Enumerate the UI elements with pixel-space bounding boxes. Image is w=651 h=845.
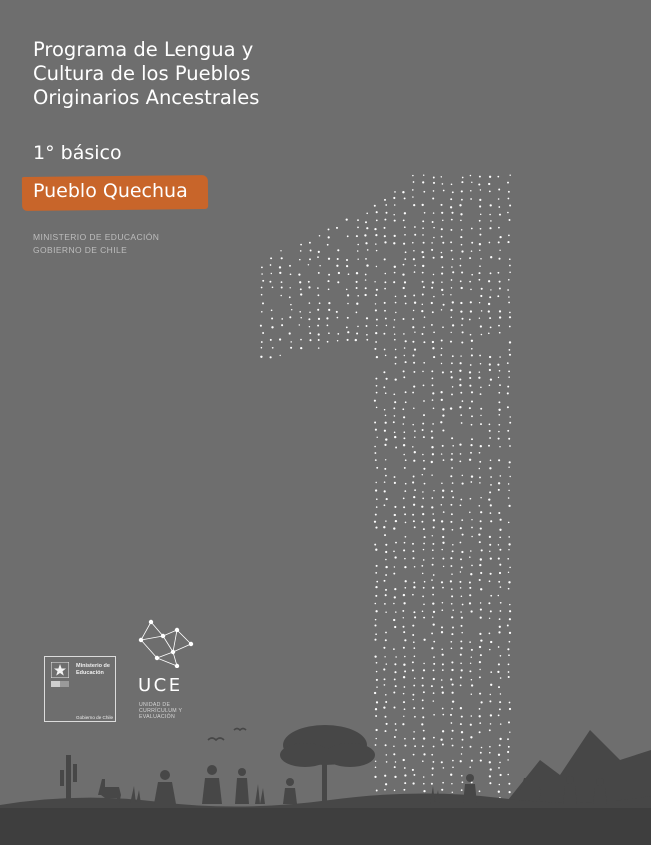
title-line-3: Originarios Ancestrales [33, 86, 260, 109]
network-graph-icon [133, 618, 197, 668]
title-line-1: Programa de Lengua y [33, 38, 254, 61]
ministry-line-2: GOBIERNO DE CHILE [33, 245, 128, 255]
ministry-line-1: MINISTERIO DE EDUCACIÓN [33, 232, 160, 242]
ministry-logo-text [76, 663, 110, 676]
andean-landscape-silhouette [0, 700, 651, 845]
people-label: Pueblo Quechua [33, 180, 188, 202]
uce-sub-line-1: UNIDAD DE [139, 702, 171, 708]
ministry-logo-line-1: Ministerio de [76, 663, 110, 669]
uce-sub-line-3: EVALUACIÓN [139, 714, 176, 721]
grade-label: 1° básico [33, 142, 122, 164]
cover-title [33, 38, 333, 110]
chile-shield-star-icon [51, 662, 69, 678]
ministry-logo-line-2: Educación [76, 669, 104, 676]
ministry-credit [33, 231, 159, 257]
flag-stripe-dark [60, 681, 69, 687]
uce-logo-text: UCE [138, 675, 183, 696]
flag-stripe-light [51, 681, 60, 687]
title-line-2: Cultura de los Pueblos [33, 62, 251, 85]
uce-sub-line-2: CURRÍCULUM Y [139, 708, 183, 715]
government-label: Gobierno de Chile [76, 715, 114, 720]
